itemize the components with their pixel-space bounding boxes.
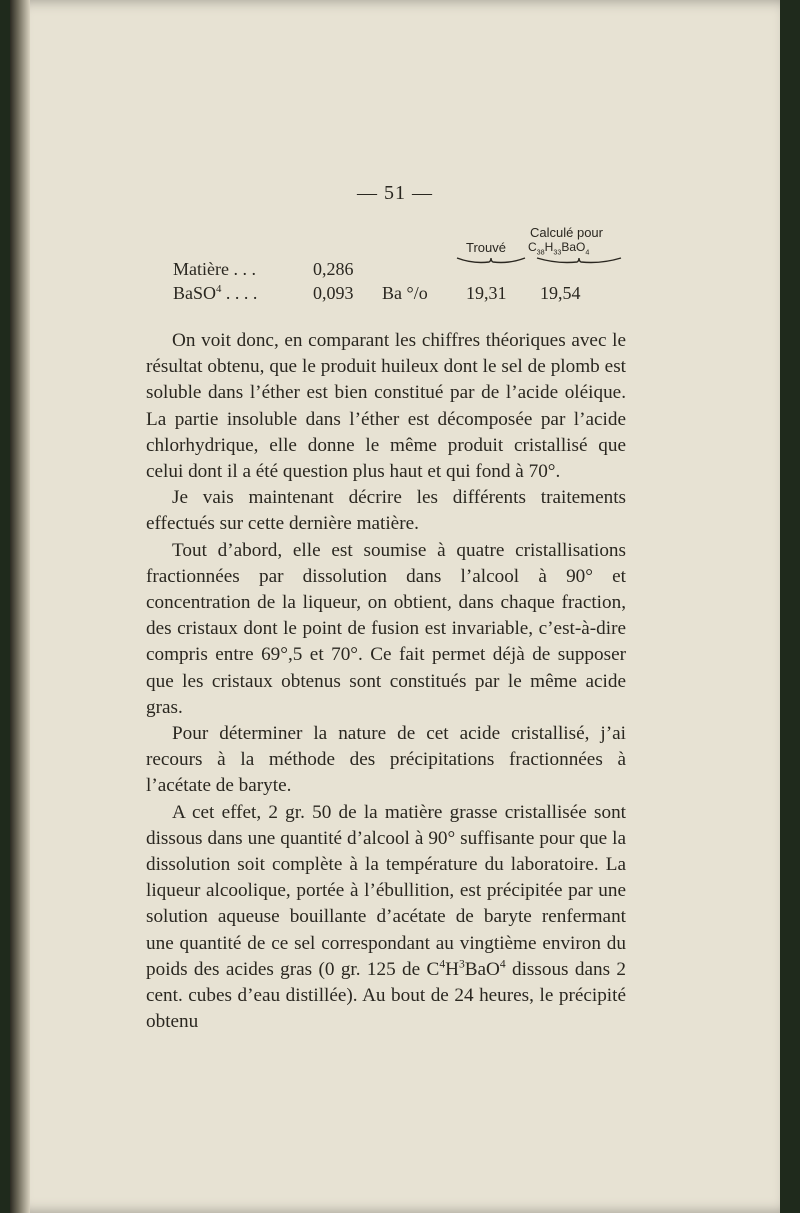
header-calcule: Calculé pour xyxy=(530,225,603,240)
brace-calcule xyxy=(535,256,623,266)
paragraph: Tout d’abord, elle est soumise à quatre cristallisations fractionnées par dissolution dans l’alcool à 90° et concentration de la liqueur, on obtient, dans chaque fraction, des cristaux dont le point de fusion est invariable, c’est-à-dire compris entre 69°,5 et 70°. Ce fait permet déjà de supposer que les cristaux obtenus sont constitués par le même acide gras. xyxy=(146,539,626,718)
scan-border xyxy=(780,0,800,1213)
row-baso4-trouve: 19,31 xyxy=(466,283,507,303)
row-baso4-label: BaSO$^4$ . . . . xyxy=(173,283,258,303)
header-formula: $C_{38}H_{33}BaO_4$ xyxy=(528,240,590,257)
row-baso4-calcule: 19,54 xyxy=(540,283,581,303)
brace-trouve xyxy=(455,256,527,266)
paragraph: Pour déterminer la nature de cet acide cristallisé, j’ai recours à la méthode des précipitations fractionnées à l’acétate de baryte. xyxy=(146,723,626,797)
row-baso4-value: 0,093 xyxy=(313,283,354,303)
header-trouve: Trouvé xyxy=(466,240,506,255)
page-number: — 51 — xyxy=(357,182,433,204)
paragraph: Je vais maintenant décrire les différents traitements effectués sur cette dernière matière. xyxy=(146,487,626,535)
paragraph: A cet effet, 2 gr. 50 de la matière grasse cristallisée sont dissous dans une quantité d’alcool à 90° suffisante pour que la dissolution soit complète à la température du laboratoire. La liqueur alcoolique, portée à l’ébullition, est précipitée par une solution aqueuse bouillante d’acétate de baryte renfermant une quantité de ce sel correspondant au vingtième environ du poids des acides gras (0 gr. 125 de $C^4H^3BaO^4$ dissous dans 2 cent. cubes d’eau distillée). Au bout de 24 heures, le précipité obtenu xyxy=(146,801,626,1033)
document-page xyxy=(10,0,780,1213)
row-matiere-value: 0,286 xyxy=(313,259,354,279)
row-matiere-label: Matière . . . xyxy=(173,259,256,279)
paragraph: On voit donc, en comparant les chiffres théoriques avec le résultat obtenu, que le produit huileux dont le sel de plomb est soluble dans l’éther est bien constitué par de l’acide oléique. La partie insoluble dans l’éther est décomposée par l’acide chlorhydrique, elle donne le même produit cristallisé que celui dont il a été question plus haut et qui fond à 70°. xyxy=(146,330,626,483)
row-baso4-unit: Ba °/o xyxy=(382,283,428,303)
body-text xyxy=(146,328,626,1035)
analysis-table xyxy=(10,0,780,310)
